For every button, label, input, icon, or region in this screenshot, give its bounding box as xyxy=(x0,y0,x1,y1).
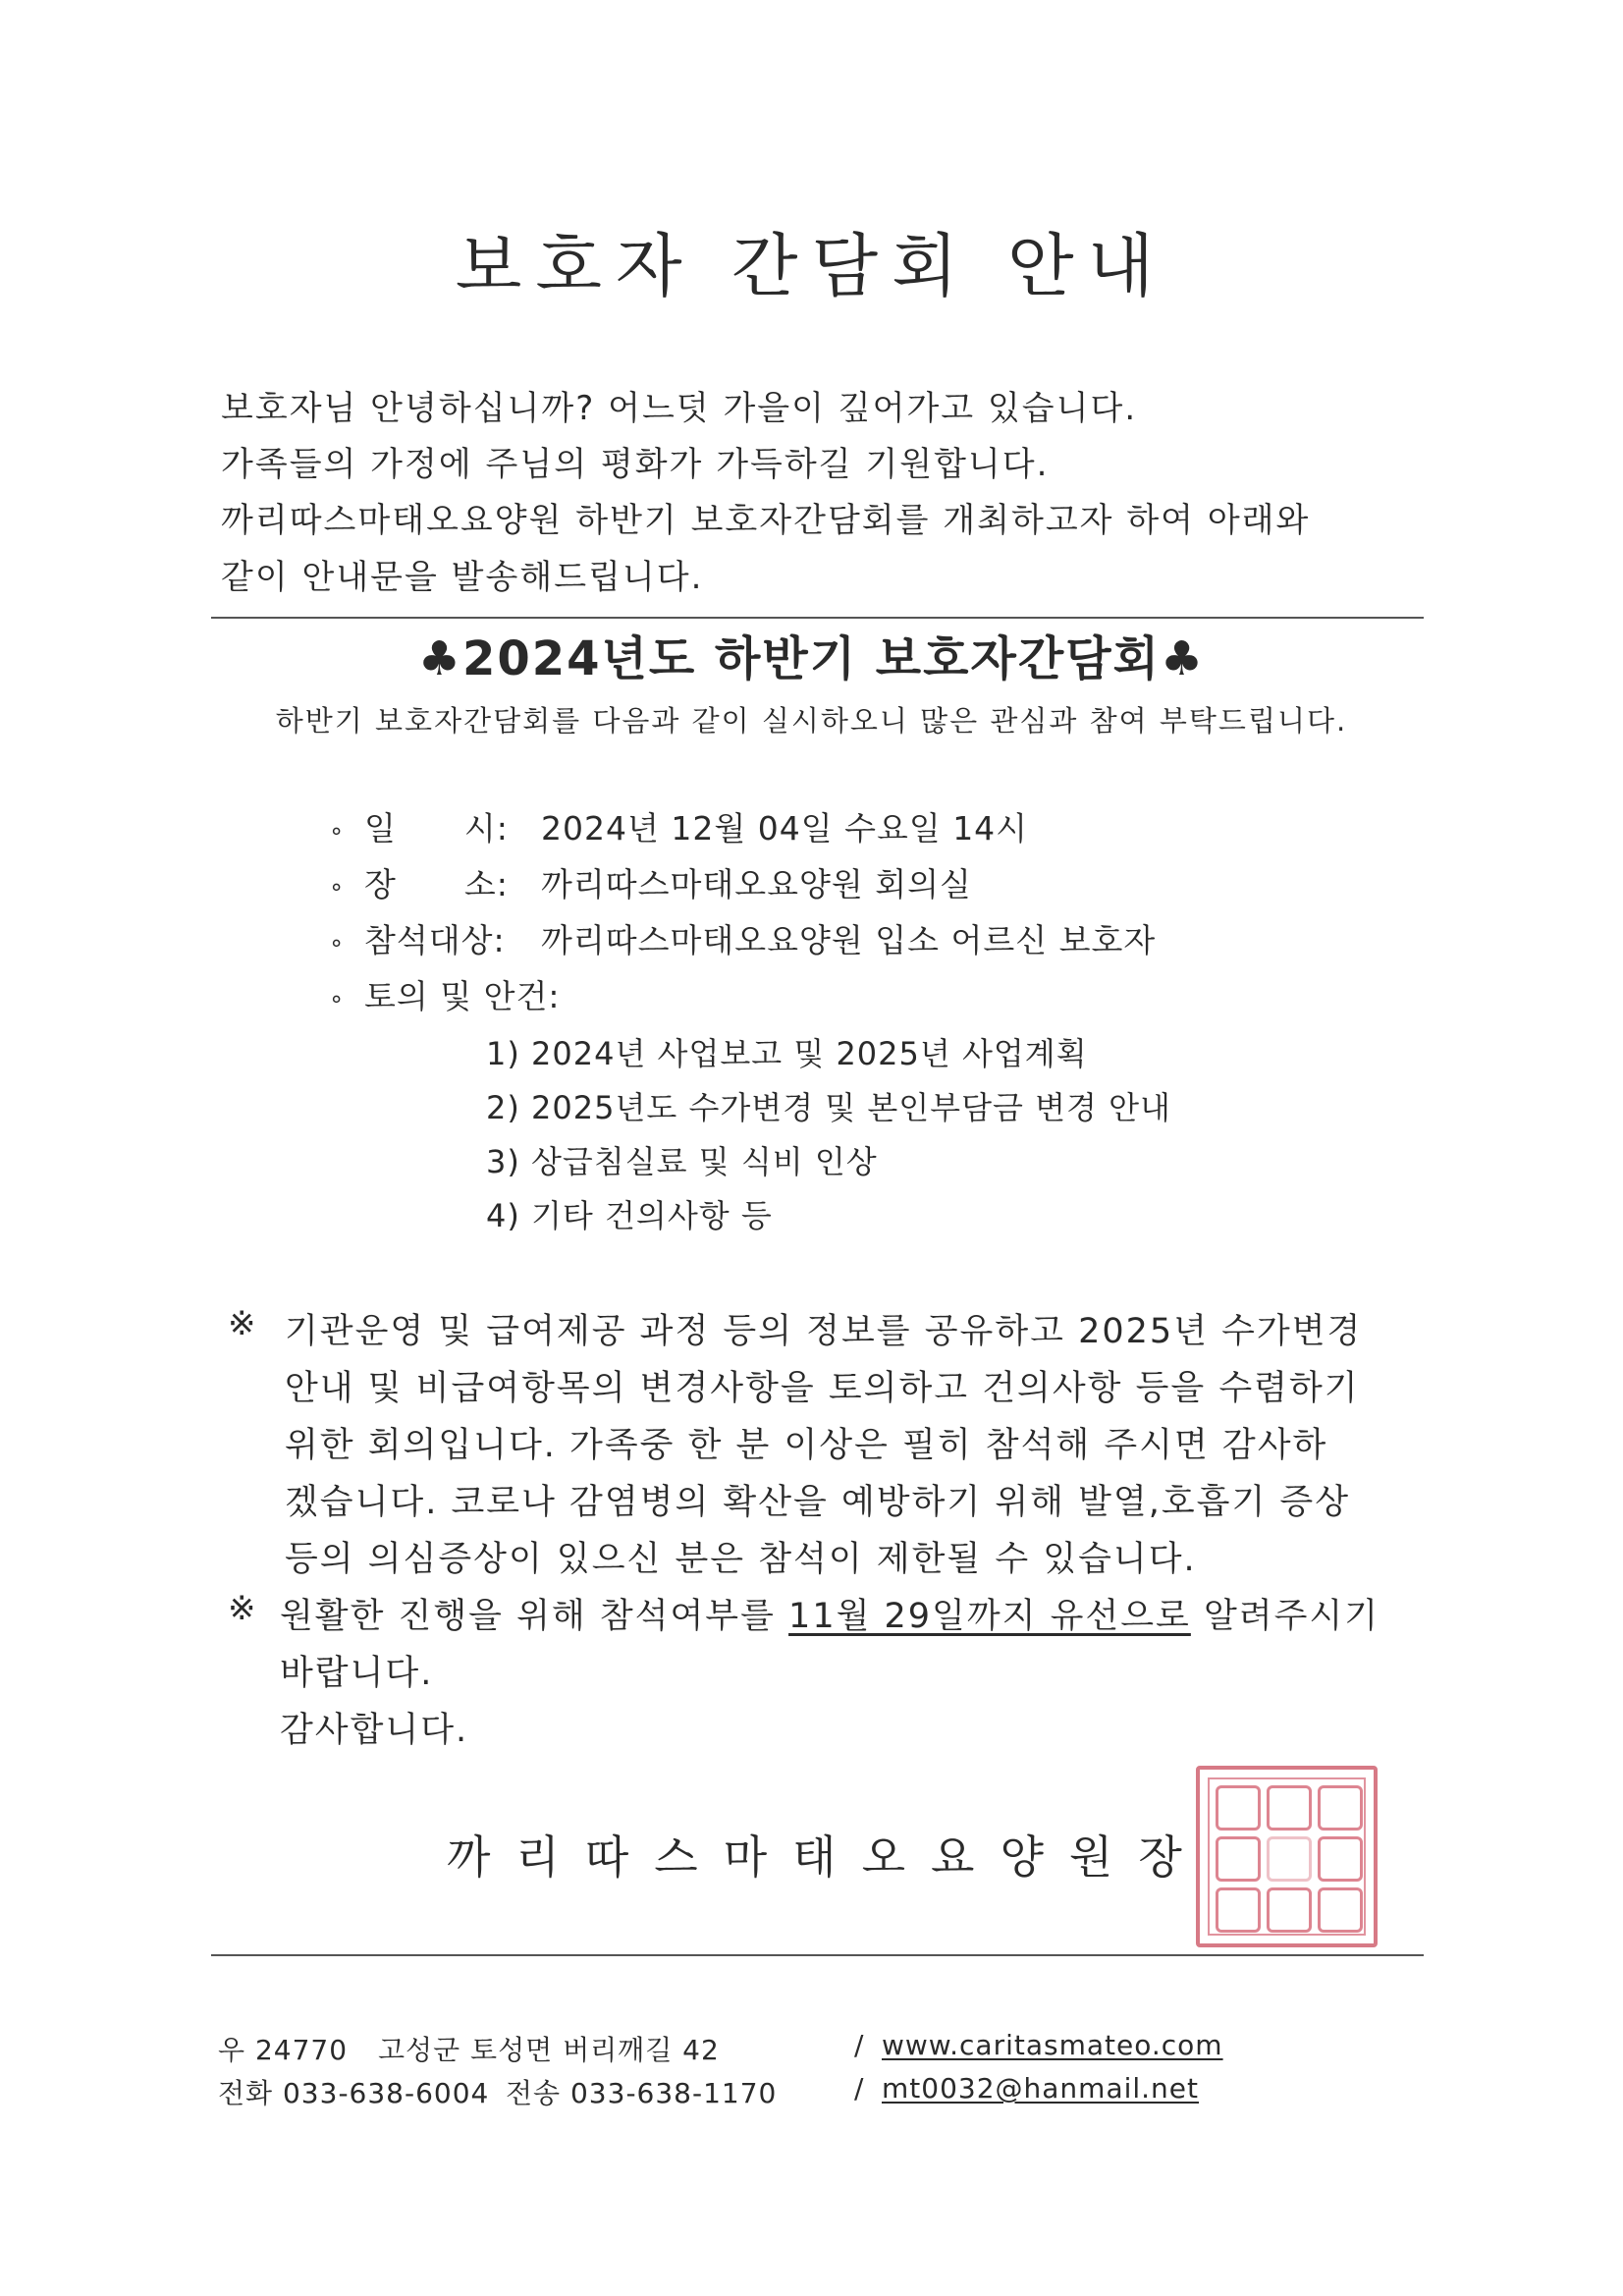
footer-phone: 전화 033-638-6004 xyxy=(218,2077,490,2109)
note1-line-3: 위한 회의입니다. 가족중 한 분 이상은 필히 참석해 주시면 감사하 xyxy=(285,1426,1328,1465)
seal-glyph xyxy=(1216,1836,1261,1882)
footer-address: 고성군 토성면 버리깨길 42 xyxy=(378,2034,720,2066)
page-title: 보호자 간담회 안내 xyxy=(455,226,1168,306)
seal-stamp xyxy=(1196,1766,1378,1947)
note1-line-1: 기관운영 및 급여제공 과정 등의 정보를 공유하고 2025년 수가변경 xyxy=(285,1312,1363,1351)
note2-text: 원활한 진행을 위해 참석여부를 xyxy=(280,1597,789,1636)
detail-value: 까리따스마태오요양원 입소 어르신 보호자 xyxy=(541,921,1157,959)
note-mark-icon: ※ xyxy=(228,1589,258,1628)
note1-line-5: 등의 의심증상이 있으신 분은 참석이 제한될 수 있습니다. xyxy=(285,1540,1197,1579)
section-subtitle: 하반기 보호자간담회를 다음과 같이 실시하오니 많은 관심과 참여 부탁드립니다. xyxy=(275,704,1348,738)
intro-line-1: 보호자님 안녕하십니까? 어느덧 가을이 깊어가고 있습니다. xyxy=(221,389,1138,428)
agenda-item-3: 3) 상급침실료 및 식비 인상 xyxy=(486,1143,878,1180)
detail-label: 장 소: xyxy=(364,865,509,903)
footer-separator: / xyxy=(854,2029,865,2061)
bullet-icon: ∘ xyxy=(329,984,346,1012)
footer-separator: / xyxy=(854,2072,865,2105)
section-divider-top xyxy=(211,617,1424,619)
detail-location xyxy=(329,859,972,905)
seal-glyph xyxy=(1318,1785,1363,1831)
intro-line-4: 같이 안내문을 발송해드립니다. xyxy=(221,558,704,597)
note2-line-3: 감사합니다. xyxy=(280,1711,469,1750)
seal-glyph xyxy=(1216,1785,1261,1831)
detail-agenda-heading xyxy=(329,971,561,1017)
bullet-icon: ∘ xyxy=(329,816,346,845)
bullet-icon: ∘ xyxy=(329,872,346,901)
note1-line-2: 안내 및 비급여항목의 변경사항을 토의하고 건의사항 등을 수렴하기 xyxy=(285,1369,1360,1408)
seal-glyph xyxy=(1318,1836,1363,1882)
intro-line-2: 가족들의 가정에 주님의 평화가 가득하길 기원합니다. xyxy=(221,445,1050,484)
detail-datetime xyxy=(329,803,1028,849)
detail-label: 토의 및 안건: xyxy=(364,977,561,1015)
detail-label: 일 시: xyxy=(364,809,509,847)
agenda-item-1: 1) 2024년 사업보고 및 2025년 사업계획 xyxy=(486,1035,1088,1072)
footer-divider xyxy=(211,1954,1424,1956)
rsvp-deadline: 11월 29일까지 유선으로 xyxy=(788,1597,1191,1636)
footer-fax: 전송 033-638-1170 xyxy=(506,2077,778,2109)
note-mark-icon: ※ xyxy=(228,1304,258,1343)
agenda-item-2: 2) 2025년도 수가변경 및 본인부담금 변경 안내 xyxy=(486,1089,1171,1126)
agenda-item-4: 4) 기타 건의사항 등 xyxy=(486,1197,773,1234)
note2-line-2: 바랍니다. xyxy=(280,1654,434,1693)
detail-label: 참석대상: xyxy=(364,921,506,959)
section-title: ♣2024년도 하반기 보호자간담회♣ xyxy=(417,631,1206,686)
seal-glyph xyxy=(1318,1887,1363,1933)
footer-postal: 우 24770 xyxy=(218,2034,349,2066)
bullet-icon: ∘ xyxy=(329,928,346,957)
website-link[interactable]: www.caritasmateo.com xyxy=(882,2029,1223,2061)
seal-glyph xyxy=(1216,1887,1261,1933)
intro-line-3: 까리따스마태오요양원 하반기 보호자간담회를 개최하고자 하여 아래와 xyxy=(221,501,1311,540)
detail-attendees xyxy=(329,915,1156,961)
email-link[interactable]: mt0032@hanmail.net xyxy=(882,2072,1200,2105)
seal-glyph xyxy=(1267,1887,1312,1933)
seal-glyph xyxy=(1267,1836,1312,1882)
note1-line-4: 겠습니다. 코로나 감염병의 확산을 예방하기 위해 발열,호흡기 증상 xyxy=(285,1483,1351,1522)
seal-glyph xyxy=(1267,1785,1312,1831)
note2-text: 알려주시기 xyxy=(1190,1597,1380,1636)
detail-value: 까리따스마태오요양원 회의실 xyxy=(541,865,972,903)
note2-line-1 xyxy=(280,1589,1380,1638)
detail-value: 2024년 12월 04일 수요일 14시 xyxy=(541,809,1029,847)
signature: 까리따스마태오요양원장 xyxy=(447,1831,1208,1884)
